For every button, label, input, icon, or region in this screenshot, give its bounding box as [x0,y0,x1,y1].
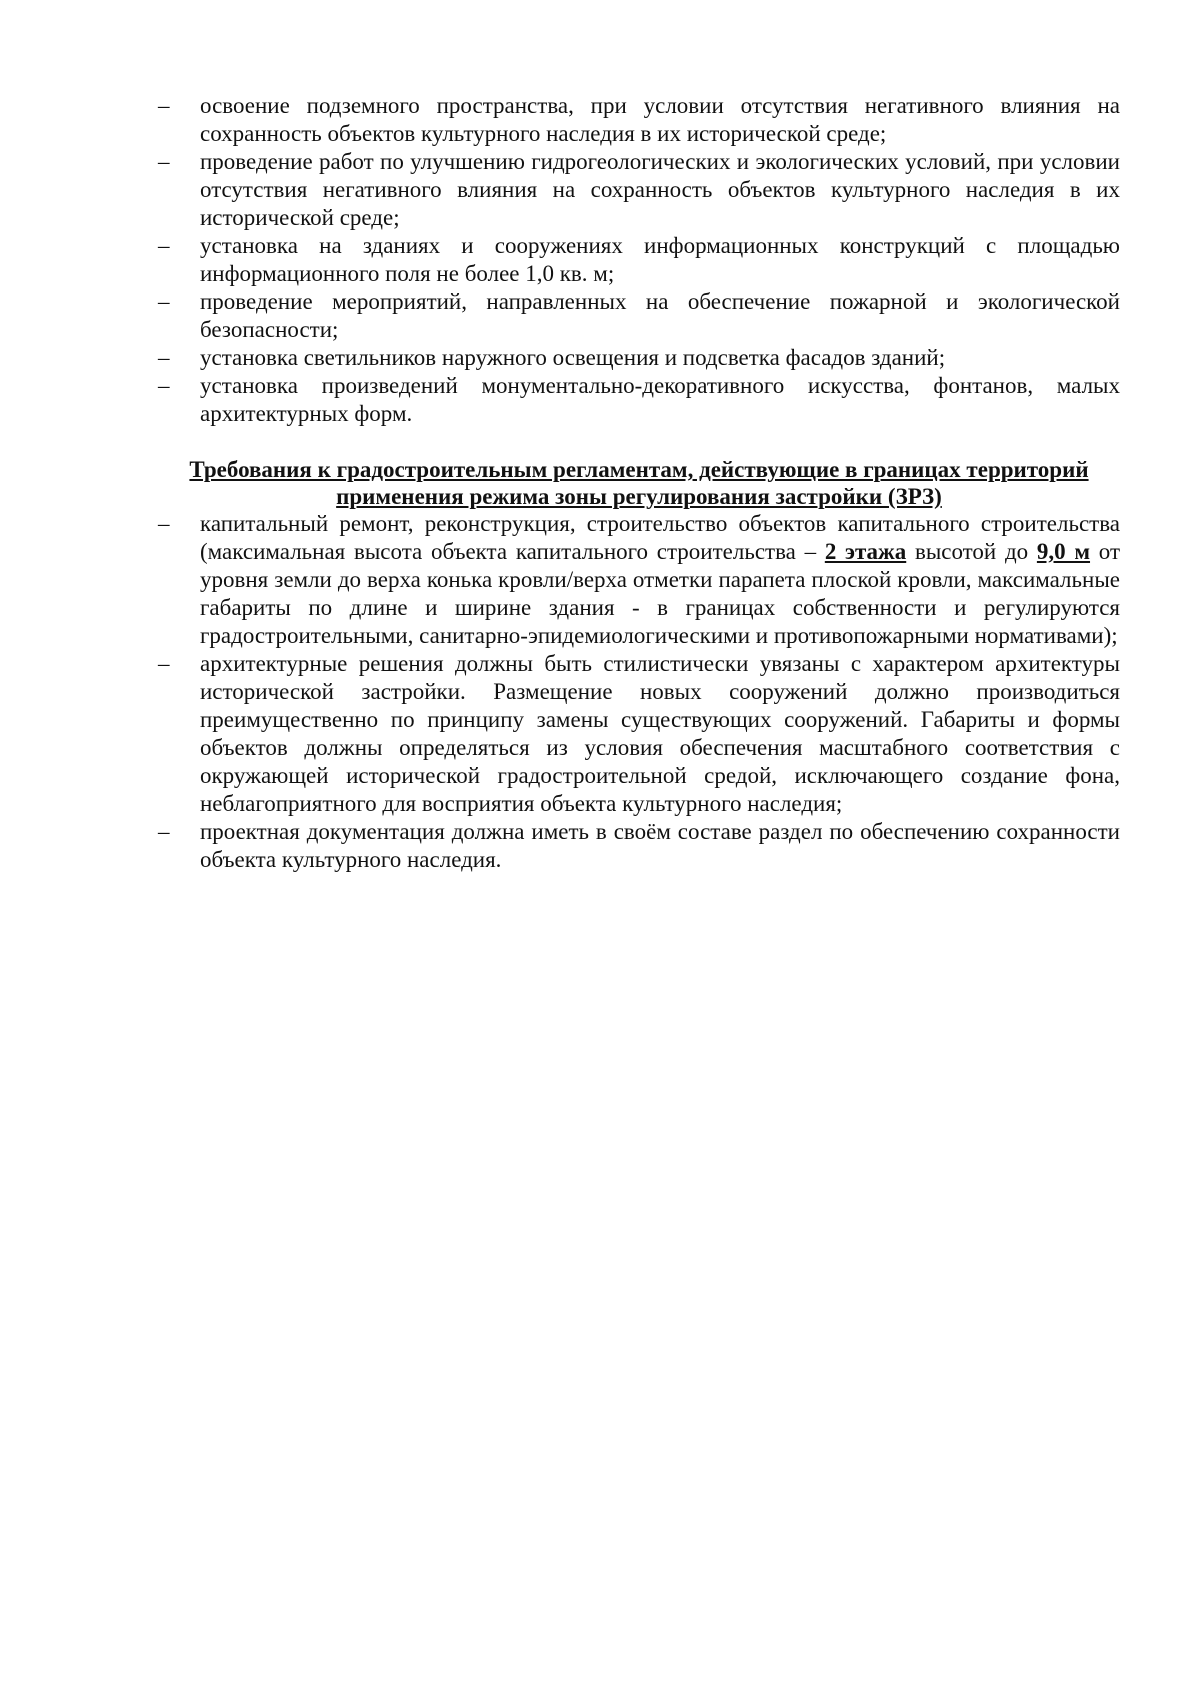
list-item-text: проведение мероприятий, направленных на обеспечение пожарной и экологической безопасности; [200,289,1120,342]
list-item [158,148,1120,232]
list-item [158,288,1120,344]
bullet-dash: – [158,373,170,398]
section-heading [158,456,1120,510]
list-item [158,232,1120,288]
list-item [158,92,1120,148]
bullet-dash: – [158,289,170,314]
list-item [158,818,1120,874]
max-floors-value: 2 этажа [824,539,907,564]
zrz-requirements-list [158,510,1120,874]
list-item [158,372,1120,428]
list-item-text-part: капитальный ремонт, реконструкция, строительство объектов капитального строительства (максимальная высота объекта капитального строительства – [200,511,1120,564]
max-height-value: 9,0 м [1036,539,1091,564]
document-page [158,92,1120,874]
bullet-dash: – [158,651,170,676]
permitted-works-list [158,92,1120,428]
list-item-text: проектная документация должна иметь в своём составе раздел по обеспечению сохранности объекта культурного наследия. [200,819,1120,872]
section-heading-line-2: применения режима зоны регулирования застройки (ЗРЗ) [336,484,942,509]
list-item [158,344,1120,372]
list-item-text-part: от уровня земли до верха конька кровли/верха отметки парапета плоской кровли, максимальные габариты по длине и ширине здания - в границах собственности и регулируются градостроительными, санитарно-эпидемиологическими и противопожарными нормативами); [200,539,1121,648]
list-item-text: установка светильников наружного освещения и подсветка фасадов зданий; [200,345,946,370]
bullet-dash: – [158,511,170,536]
list-item-text: установка произведений монументально-декоративного искусства, фонтанов, малых архитектурных форм. [200,373,1120,426]
list-item-text: проведение работ по улучшению гидрогеологических и экологических условий, при условии отсутствия негативного влияния на сохранность объектов культурного наследия в их исторической среде; [200,149,1120,230]
list-item-text: освоение подземного пространства, при условии отсутствия негативного влияния на сохранность объектов культурного наследия в их исторической среде; [200,93,1120,146]
list-item-text-part: высотой до [906,539,1037,564]
bullet-dash: – [158,149,170,174]
list-item [158,510,1120,650]
bullet-dash: – [158,93,170,118]
list-item-text: архитектурные решения должны быть стилистически увязаны с характером архитектуры исторической застройки. Размещение новых сооружений должно производиться преимущественно по принципу замены существующих сооружений. Габариты и формы объектов должны определяться из условия обеспечения масштабного соответствия с окружающей исторической градостроительной средой, исключающего создание фона, неблагоприятного для восприятия объекта культурного наследия; [200,651,1120,816]
list-item-text: установка на зданиях и сооружениях информационных конструкций с площадью информационного поля не более 1,0 кв. м; [200,233,1120,286]
bullet-dash: – [158,819,170,844]
bullet-dash: – [158,233,170,258]
list-item [158,650,1120,818]
bullet-dash: – [158,345,170,370]
section-heading-line-1: Требования к градостроительным регламентам, действующие в границах территорий [189,457,1089,482]
